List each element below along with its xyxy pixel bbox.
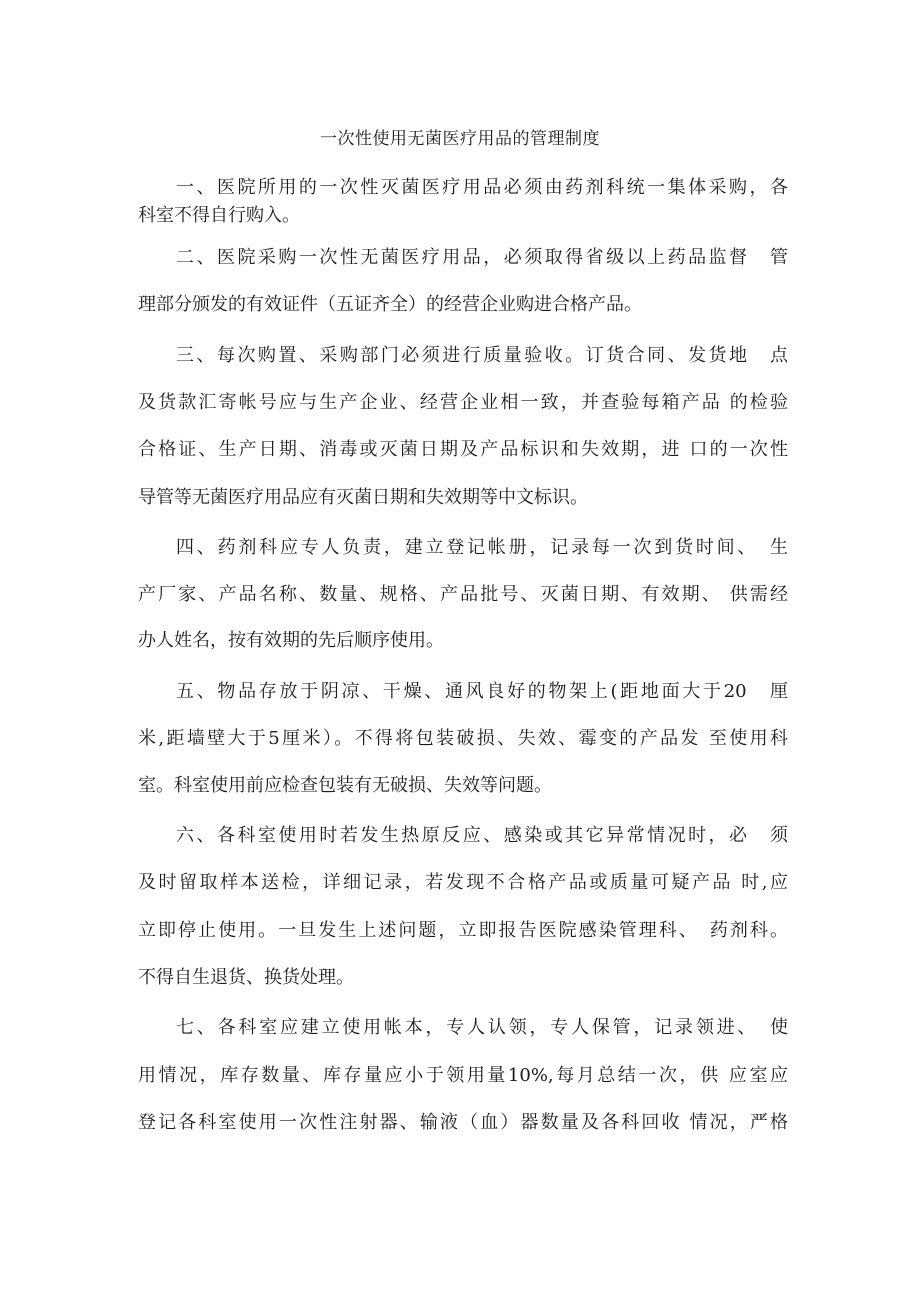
paragraph-6-line-2: 及时留取样本送检，详细记录，若发现不合格产品或质量可疑产品 时,应 [138,872,788,893]
paragraph-6-line-1: 六、各科室使用时若发生热原反应、感染或其它异常情况时，必 须 [176,825,788,846]
document-title: 一次性使用无菌医疗用品的管理制度 [320,129,600,149]
paragraph-4-line-3: 办人姓名，按有效期的先后顺序使用。 [138,630,444,651]
paragraph-7-line-1: 七、各科室应建立使用帐本，专人认领，专人保管，记录领进、 使 [176,1017,788,1038]
paragraph-3-line-2: 及货款汇寄帐号应与生产企业、经营企业相一致，并查验每箱产品 的检验 [138,392,788,413]
paragraph-3-line-4: 导管等无菌医疗用品应有灭菌日期和失效期等中文标识。 [138,487,588,508]
paragraph-3-line-3: 合格证、生产日期、消毒或灭菌日期及产品标识和失效期，进 口的一次性 [138,439,788,460]
paragraph-4-line-2: 产厂家、产品名称、数量、规格、产品批号、灭菌日期、有效期、 供需经 [138,584,788,605]
paragraph-7-line-3: 登记各科室使用一次性注射器、输液（血）器数量及各科回收 情况，严格 [138,1112,788,1133]
paragraph-1-line-1: 一、医院所用的一次性灭菌医疗用品必须由药剂科统一集体采购，各 [176,177,788,198]
paragraph-5-line-2: 米,距墙壁大于5厘米）。不得将包装破损、失效、霉变的产品发 至使用科 [138,728,788,749]
paragraph-4-line-1: 四、药剂科应专人负责，建立登记帐册，记录每一次到货时间、 生 [176,537,788,558]
paragraph-7-line-2: 用情况，库存数量、库存量应小于领用量10%,每月总结一次，供 应室应 [138,1065,788,1086]
paragraph-6-line-4: 不得自生退货、换货处理。 [138,967,354,988]
paragraph-2-line-2: 理部分颁发的有效证件（五证齐全）的经营企业购进合格产品。 [138,294,642,315]
paragraph-1-line-2: 科室不得自行购入。 [138,205,300,226]
paragraph-6-line-3: 立即停止使用。一旦发生上述问题，立即报告医院感染管理科、 药剂科。 [138,920,788,941]
paragraph-3-line-1: 三、每次购置、采购部门必须进行质量验收。订货合同、发货地 点 [176,345,788,366]
paragraph-5-line-3: 室。科室使用前应检查包装有无破损、失效等问题。 [138,775,552,796]
paragraph-5-line-1: 五、物品存放于阴凉、干燥、通风良好的物架上(距地面大于20 厘 [176,681,788,702]
paragraph-2-line-1: 二、医院采购一次性无菌医疗用品，必须取得省级以上药品监督 管 [176,247,788,268]
